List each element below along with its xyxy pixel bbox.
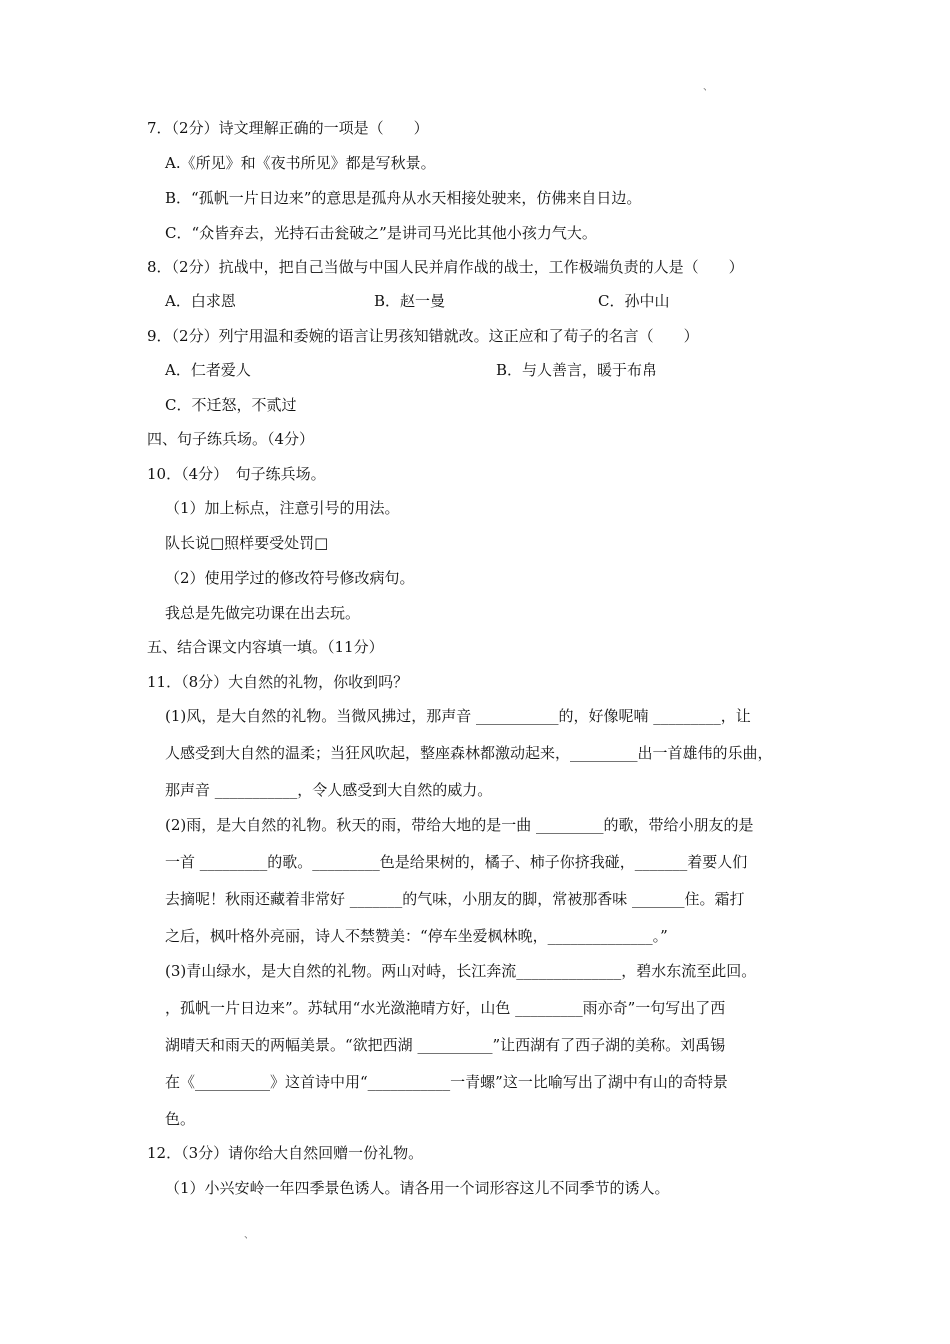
q8-option-a: A．白求恩 <box>165 292 236 310</box>
q11-line: 湖晴天和雨天的两幅美景。“欲把西湖 __________”让西湖有了西子湖的美称。刘禹锡 <box>165 1036 726 1054</box>
q11-line: 之后，枫叶格外亮丽，诗人不禁赞美：“停车坐爱枫林晚，______________。” <box>165 927 668 945</box>
q10-part-1: （1）加上标点，注意引号的用法。 <box>165 499 400 517</box>
q9-option-a: A．仁者爱人 <box>165 361 251 379</box>
q11-line: ，孤帆一片日边来”。苏轼用“水光潋滟晴方好，山色 _________雨亦奇”一句写出了西 <box>165 999 726 1017</box>
q7-option-b: B．“孤帆一片日边来”的意思是孤舟从水天相接处驶来，仿佛来自日边。 <box>165 189 642 207</box>
q8-option-c: C．孙中山 <box>598 292 670 310</box>
section-4-heading: 四、句子练兵场。（4分） <box>147 430 315 448</box>
q11-stem: 11．（8分）大自然的礼物，你收到吗？ <box>147 673 409 691</box>
q11-line: 去摘呢！秋雨还藏着非常好 _______的气味，小朋友的脚，常被那香味 _______住。霜打 <box>165 890 745 908</box>
q9-option-c: C．不迁怒，不贰过 <box>165 396 297 414</box>
q8-option-b: B．赵一曼 <box>374 292 446 310</box>
q7-stem: 7．（2分）诗文理解正确的一项是（ ） <box>147 119 429 137</box>
q7-option-a: A.《所见》和《夜书所见》都是写秋景。 <box>165 154 436 172</box>
q10-part-2: （2）使用学过的修改符号修改病句。 <box>165 569 415 587</box>
q11-line: 一首 _________的歌。_________色是给果树的，橘子、柿子你挤我碰，_______着要人们 <box>165 853 748 871</box>
section-5-heading: 五、结合课文内容填一填。（11分） <box>147 638 384 656</box>
q8-stem: 8．（2分）抗战中，把自己当做与中国人民并肩作战的战士，工作极端负责的人是（ ） <box>147 258 744 276</box>
q11-line: (1)风，是大自然的礼物。当微风拂过，那声音 ___________的，好像呢喃 _________，让 <box>165 707 751 725</box>
q11-line: 人感受到大自然的温柔；当狂风吹起，整座森林都激动起来，_________出一首雄伟的乐曲， <box>165 744 773 762</box>
q9-stem: 9．（2分）列宁用温和委婉的语言让男孩知错就改。这正应和了荀子的名言（ ） <box>147 327 699 345</box>
q11-line: (2)雨，是大自然的礼物。秋天的雨，带给大地的是一曲 _________的歌，带给小朋友的是 <box>165 816 754 834</box>
q9-option-b: B．与人善言，暖于布帛 <box>496 361 658 379</box>
q10-part-1-sentence: 队长说□照样要受处罚□ <box>165 534 329 552</box>
q10-part-2-sentence: 我总是先做完功课在出去玩。 <box>165 604 361 622</box>
page-mark-top: 、 <box>703 82 713 93</box>
page-mark-bottom: 、 <box>244 1230 254 1241</box>
q11-line: 在《__________》这首诗中用“___________一青螺”这一比喻写出了湖中有山的奇特景 <box>165 1073 728 1091</box>
q11-line: (3)青山绿水，是大自然的礼物。两山对峙，长江奔流______________，碧水东流至此回。 <box>165 962 757 980</box>
q12-part-1: （1）小兴安岭一年四季景色诱人。请各用一个词形容这儿不同季节的诱人。 <box>165 1179 670 1197</box>
q12-stem: 12．（3分）请你给大自然回赠一份礼物。 <box>147 1144 424 1162</box>
q11-line: 色。 <box>165 1110 196 1128</box>
q7-option-c: C．“众皆弃去，光持石击瓮破之”是讲司马光比其他小孩力气大。 <box>165 224 597 242</box>
q10-stem: 10．（4分） 句子练兵场。 <box>147 465 326 483</box>
q11-line: 那声音 ___________，令人感受到大自然的威力。 <box>165 781 493 799</box>
